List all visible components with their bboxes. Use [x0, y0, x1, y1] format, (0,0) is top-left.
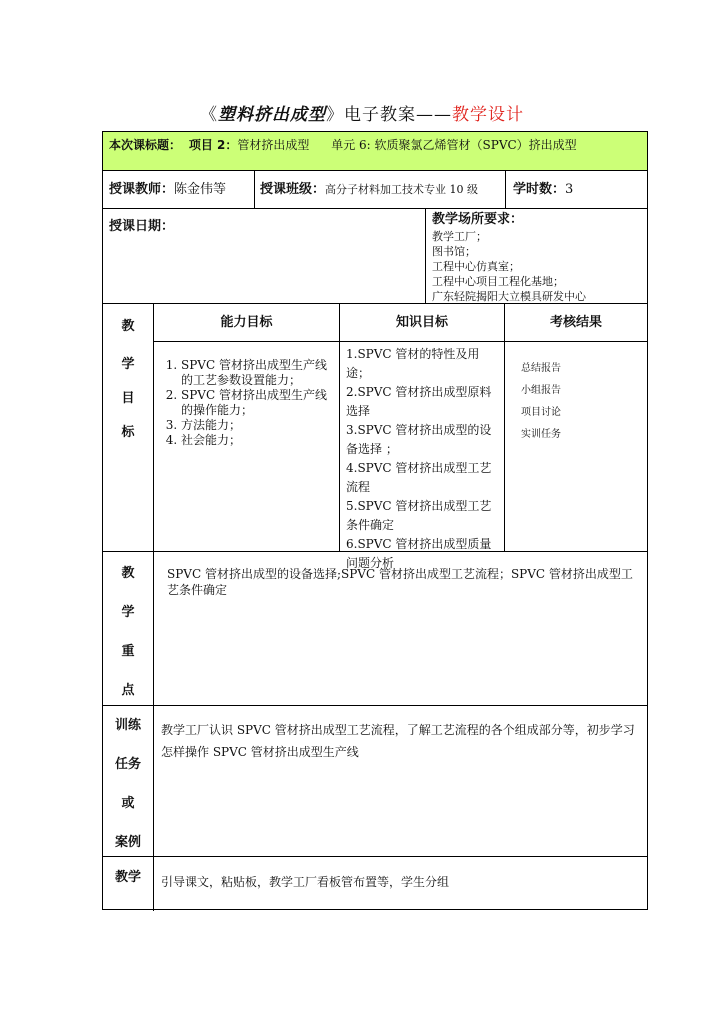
side-char: 或	[121, 796, 135, 811]
lesson-plan-table	[102, 131, 648, 910]
teaching-side-label: 教学	[114, 870, 141, 885]
focus-text: SPVC 管材挤出成型的设备选择;SPVC 管材挤出成型工艺流程；SPVC 管材挤出成型工艺条件确定	[167, 567, 633, 597]
ability-header: 能力目标	[220, 315, 273, 330]
document-title	[0, 100, 724, 125]
venue-field	[432, 211, 646, 304]
assess-list	[521, 358, 561, 446]
venue-item: 图书馆；	[432, 245, 476, 258]
knowledge-header: 知识目标	[395, 315, 448, 330]
venue-list	[432, 229, 646, 304]
list-item: 小组报告	[521, 385, 561, 396]
list-item: 项目讨论	[521, 407, 561, 418]
side-char: 标	[121, 425, 135, 440]
divider	[425, 208, 426, 303]
course-name: 塑料挤出成型	[218, 105, 326, 125]
venue-item: 广东轻院揭阳大立模具研发中心	[432, 290, 586, 303]
side-char: 教	[121, 319, 135, 334]
side-char: 学	[121, 605, 135, 620]
class-label: 授课班级：	[260, 182, 326, 197]
side-char: 任务	[114, 757, 141, 772]
venue-item: 工程中心仿真室；	[432, 260, 520, 273]
side-char: 目	[121, 391, 135, 406]
teacher-label: 授课教师：	[109, 182, 175, 197]
divider	[103, 170, 647, 171]
list-item: 总结报告	[521, 363, 561, 374]
divider	[153, 341, 647, 342]
divider	[103, 208, 647, 209]
list-item: 6.SPVC 管材挤出成型质量问题分析	[346, 537, 492, 570]
focus-side-label	[103, 562, 153, 718]
training-text: 教学工厂认识 SPVC 管材挤出成型工艺流程，了解工艺流程的各个组成部分等，初步学习怎样操作 SPVC 管材挤出成型生产线	[161, 723, 635, 759]
venue-label: 教学场所要求：	[432, 212, 524, 227]
list-item: 4. 社会能力；	[181, 433, 336, 448]
class-field	[260, 181, 478, 198]
divider	[504, 303, 505, 551]
assess-header: 考核结果	[549, 315, 602, 330]
goals-side-label	[103, 315, 153, 455]
divider	[254, 170, 255, 208]
list-item: 1. SPVC 管材挤出成型生产线的工艺参数设置能力；	[181, 358, 336, 388]
lesson-topic	[109, 137, 645, 153]
list-item: 3. 方法能力；	[181, 418, 336, 433]
side-char: 案例	[114, 835, 141, 850]
venue-item: 教学工厂；	[432, 230, 487, 243]
hours-value: 3	[565, 182, 574, 197]
title-middle: 电子教案——	[344, 105, 452, 125]
teacher-field	[109, 181, 226, 198]
side-char: 点	[121, 683, 135, 698]
list-item: 2. SPVC 管材挤出成型生产线的操作能力；	[181, 388, 336, 418]
list-item: 5.SPVC 管材挤出成型工艺条件确定	[346, 499, 492, 532]
side-char: 训练	[114, 718, 141, 733]
venue-item: 工程中心项目工程化基地；	[432, 275, 564, 288]
divider	[103, 856, 647, 857]
knowledge-list	[346, 345, 502, 573]
teaching-text: 引导课文，粘贴板，教学工厂看板管布置等，学生分组	[161, 875, 450, 889]
side-char: 重	[121, 644, 135, 659]
topic-label: 本次课标题：	[109, 138, 182, 152]
date-label: 授课日期：	[109, 219, 175, 234]
teacher-value: 陈金伟等	[174, 182, 227, 197]
side-char: 学	[121, 357, 135, 372]
class-value: 高分子材料加工技术专业 10 级	[325, 183, 479, 196]
project-value: 管材挤出成型	[237, 138, 310, 152]
divider	[505, 170, 506, 208]
divider	[103, 705, 647, 706]
title-highlight: 教学设计	[452, 105, 524, 125]
project-label: 项目 2：	[188, 138, 238, 152]
divider	[339, 303, 340, 551]
title-bracket-open: 《	[200, 105, 218, 125]
side-char: 教	[121, 566, 135, 581]
ability-list	[161, 358, 336, 448]
list-item: 4.SPVC 管材挤出成型工艺流程	[346, 461, 492, 494]
hours-label: 学时数：	[513, 182, 566, 197]
training-side-label	[103, 714, 153, 870]
list-item: 3.SPVC 管材挤出成型的设备选择 ；	[346, 423, 492, 456]
list-item: 2.SPVC 管材挤出成型原料选择	[346, 385, 492, 418]
list-item: 实训任务	[521, 429, 561, 440]
hours-field	[513, 181, 573, 198]
list-item: 1.SPVC 管材的特性及用途；	[346, 347, 480, 380]
unit-value: 单元 6: 软质聚氯乙烯管材（SPVC）挤出成型	[331, 138, 577, 152]
divider	[153, 303, 154, 911]
title-bracket-close: 》	[326, 105, 344, 125]
